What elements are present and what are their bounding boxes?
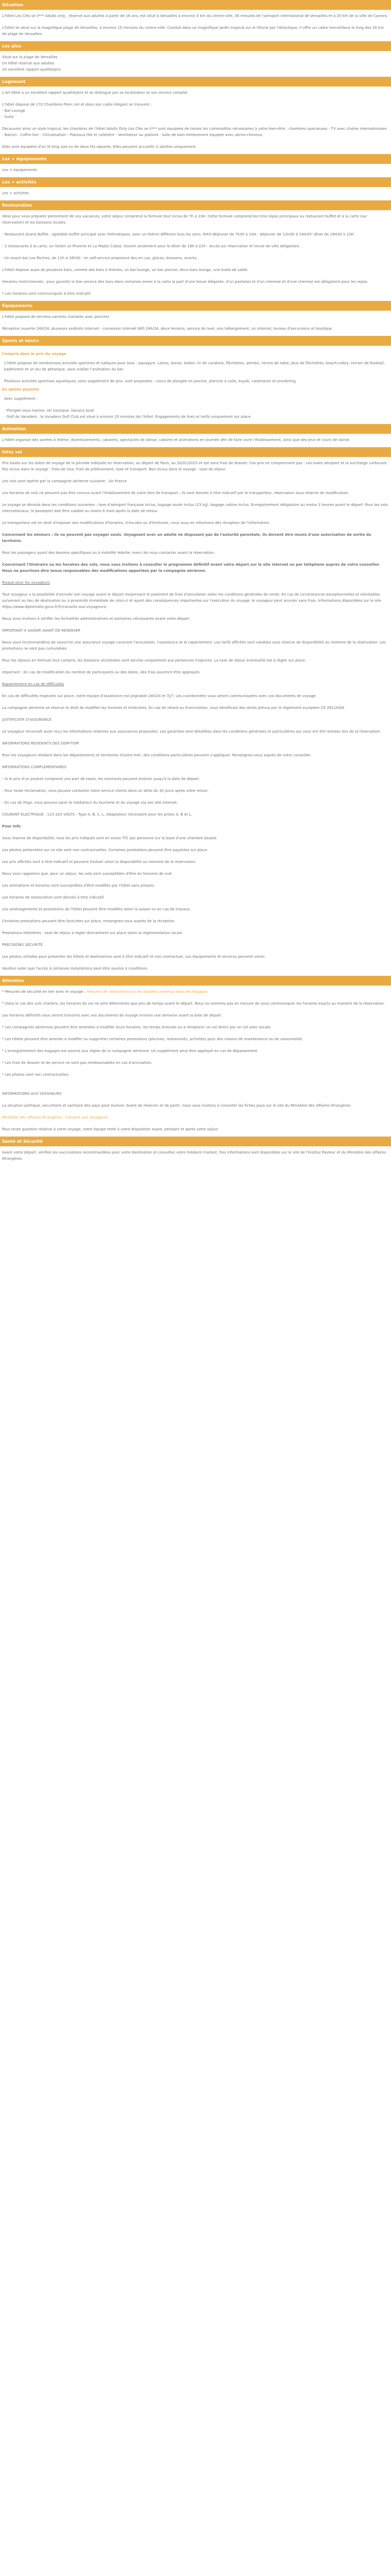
infos-paragraph: Concernant les mineurs : ils ne peuvent pas voyager seuls. Voyageant avec un adulte ne disposant pas de l'autorité parentale, ils doivent être munis d'une autorisation de sortie du territoire. (2, 533, 371, 543)
section-infos-vol (0, 447, 391, 976)
infos-paragraph: Veuillez noter que l'accès à certaines installations peut être soumis à conditions. (2, 967, 149, 971)
section-equipements-plus (0, 154, 391, 177)
infos-paragraph: Les photos utilisées pour présenter les hôtels et destinations sont à titre indicatif et non contractuel. Les équipements et services peuvent varier. (2, 955, 266, 959)
infos-paragraph: Le transporteur est en droit d'imposer des modifications d'horaires, d'escales ou d'itinéraire, nous vous en informons dès réception de l'information. (2, 521, 271, 525)
equipements-paragraph: Réception ouverte 24h/24, plusieurs endroits Internet - connexion internet Wifi 24h/24, deux terrains, service de lavé, une hébergement, un internet, bureau d'excursions et boutique. (2, 327, 333, 331)
sports-option-item: - Golf de Varadero : le Varadero Golf Club est situé à environ 20 minutes de l'hôtel. Engagements de frais et tarifs uniquement sur place. (4, 415, 252, 419)
sante-paragraph: Avant votre départ, vérifiez les vaccinations recommandées pour votre destination et consultez votre médecin traitant. Des informations sont disponibles sur le site de l'Institut Pasteur et du Ministère des Affaires étrangères. (2, 1150, 386, 1161)
page (0, 0, 391, 1166)
restauration-paragraph: L'hôtel dispose aussi de plusieurs bars, comme des bars à thèmes, un bar-lounge, un bar piscine, deux bars lounge, une butte de sable. (2, 268, 249, 272)
attention-paragraph: La situation politique, sécuritaire et sanitaire des pays peut évoluer. Avant de réserver et de partir, nous vous invitons à consulter les fiches pays sur le site du Ministère des Affaires étrangères. (2, 1104, 352, 1108)
infos-subtitle: Risque pour les voyageurs (2, 581, 50, 585)
situation-paragraph: L'hôtel se situé sur la magnifique plage de Versailles, à environ 15 minutes du centre-ville. Conduit dans un magnifique jardin tropical sur le littoral par l'Atlantique, il offre un cadre merveilleux le long des 20 km de plage de Versailles. (2, 26, 384, 36)
infos-paragraph: Prix basés sur les dates de voyage de la période indiquée en réservation, au départ de Paris, au 20/01/2025 et est sans frais de dossier. Ces prix ne comprennent pas : Les taxes aéroport et la surcharge carburant. Pas inclus dans le voyage : frais de visa, frais de prélèvement, taxe et transport. Non inclus dans le voyage : taxe de séjour. (2, 461, 388, 471)
attention-paragraph: Les horaires définitifs vous seront transmis avec vos documents de voyage environ une semaine avant la date de départ. (2, 1013, 222, 1018)
infos-paragraph: Les prix affichés sont à titre indicatif et peuvent évoluer selon la disponibilité au moment de la réservation. (2, 860, 197, 864)
foreign-affairs-link[interactable]: Ministère des Affaires étrangères - Conseils aux voyageurs (2, 1115, 108, 1120)
infos-paragraph: Certaines prestations peuvent être facturées sur place, renseignez-vous auprès de la réception. (2, 919, 175, 923)
infos-paragraph: Les photos présentées sur ce site sont non contractuelles. Certaines prestations peuvent être payantes sur place. (2, 848, 208, 852)
infos-subtitle: INFORMATIONS RÉSIDENTS DES DOM-TOM (2, 741, 79, 745)
equipement-item: Les + équipements (2, 168, 37, 172)
section-activites-plus (0, 177, 391, 200)
logement-item: - Suite (2, 115, 14, 119)
infos-paragraph: Nous vous recommandons de souscrire une assurance voyage couvrant l'annulation, l'assistance et le rapatriement. Les tarifs affichés sont valables sous réserve de disponibilité au moment de la réservation. Les promotions ne sont pas cumulables. (2, 640, 386, 651)
infos-paragraph: - Si le prix d'un produit comprend une part de taxes, les montants peuvent évoluer jusqu'à la date de départ. (2, 777, 200, 781)
situation-paragraph: L'hôtel Les Clés se il*** Adults only , réservé aux adultes à partir de 16 ans, est situé à Versailles à environ 4 km du centre-ville, 45 minutes de l'aéroport international de Versailles et à 20 km de la ville de Cannes. (2, 14, 388, 18)
section-sports (0, 336, 391, 424)
infos-paragraph: Les vols sont opérés par la compagnie aérienne suivante : Air France (2, 479, 127, 483)
infos-paragraph: Nous vous invitons à vérifier les formalités administratives et sanitaires nécessaires avant votre départ. (2, 617, 190, 621)
section-situation (0, 0, 391, 41)
section-sante (0, 1137, 391, 1166)
highlight-item: Situé sur la plage de Versailles (2, 55, 58, 59)
section-title-activites-plus: Les + activités (0, 177, 391, 187)
infos-paragraph: Concernant l'itinéraire ou les horaires des vols, nous vous invitons à consulter le programme définitif avant votre départ sur le site internet ou par téléphone auprès de votre conseiller. Nous ne pourrions être tenus responsables des modifications apportées par la compagnie aérienne. (2, 563, 380, 573)
infos-subtitle: Pour info (2, 824, 21, 828)
liquids-restriction-link[interactable]: mesures de restrictions sur les liquides contenus dans les bagages (86, 990, 208, 994)
infos-paragraph: Les horaires de restauration sont donnés à titre indicatif. (2, 895, 105, 900)
section-equipements (0, 301, 391, 336)
section-title-equipements-plus: Les + équipements (0, 154, 391, 164)
attention-paragraph: * Dans le cas des vols charters, les horaires de vol ne sont déterminés que peu de temps avant le départ. Nous ne sommes pas en mesure de vous communiquer les horaires exacts au moment de la réservation. (2, 1002, 385, 1006)
infos-paragraph: Le voyageur reconnaît avoir reçu les informations relatives aux assurances proposées. Les garanties sont détaillées dans les conditions générales et particulières qui vous ont été remises lors de la réservation. (2, 730, 381, 734)
section-highlights (0, 41, 391, 77)
attention-paragraph: Pour toute question relative à votre voyage, notre équipe reste à votre disposition avant, pendant et après votre séjour. (2, 1127, 219, 1131)
section-title-equipements: Équipements (0, 301, 391, 311)
restauration-note: * Les horaires sont communiqués à titre indicatif. (2, 292, 92, 296)
infos-paragraph: Les animations et horaires sont susceptibles d'être modifiés par l'hôtel sans préavis. (2, 884, 155, 888)
logement-paragraph: Elles sont équipées d'un lit king size ou de deux lits séparés. Elles peuvent accueillir 2 adultes uniquement. (2, 145, 197, 149)
attention-paragraph: * Les frais de dossier et de service ne sont pas remboursables en cas d'annulation. (2, 1061, 153, 1065)
section-title-infos-vol: Infos vol (0, 447, 391, 457)
section-animation (0, 424, 391, 447)
sports-subtitle-option: En option payante (2, 387, 39, 392)
section-restauration (0, 200, 391, 301)
sports-paragraph: L'hôtel propose de nombreuses activités sportives et ludiques pour tous : aquagym, Latino, danse, ballon, tir de carabine, fléchettes, aérobic, tennis de table, jeux de fléchettes, beach-volley, terrain de football, badminton et un jeu de pétanque, sans oublier l'animation du bar. (4, 361, 385, 371)
section-title-sports: Sports et loisirs (0, 336, 391, 346)
infos-paragraph: Nous vous rappelons que, pour un séjour, les vols sont susceptibles d'être en horaires de nuit. (2, 872, 173, 876)
infos-paragraph: Pour les passagers ayant des besoins spécifiques ou à mobilité réduite, merci de nous contacter avant la réservation. (2, 551, 215, 555)
attention-subtitle: INFORMATIONS AUX VOYAGEURS (2, 1092, 62, 1096)
infos-paragraph: - Pour toute réclamation, vous pouvez contacter notre service clients dans un délai de 30 jours après votre retour. (2, 789, 209, 793)
section-title-highlights: Les plus (0, 41, 391, 51)
infos-paragraph: Les aménagements et prestations de l'hôtel peuvent être modifiés selon la saison ou en cas de travaux. (2, 907, 191, 911)
section-title-attention: Attention (0, 976, 391, 986)
infos-subtitle: PRÉCISIONS SÉCURITÉ (2, 943, 43, 947)
logement-item: - Bar-Lounge (2, 109, 25, 113)
highlight-item: Un hôtel réservé aux adultes (2, 61, 55, 65)
logement-item: L'hôtel dispose de 170 Chambres Plein ciel et dans son cadre élégant se trouvent : (2, 103, 152, 107)
restauration-paragraph: Idéal pour vous préparer pleinement de vos vacances, votre séjour comprend la formule tout inclus de 7h à 23H. Cette formule comprend les trois repas principaux au restaurant buffet et à la carte (sur réservation) et les boissons locales. (2, 214, 367, 225)
attention-text: * Mesures de sécurité en lien avec le voyage : (2, 990, 86, 994)
section-title-situation: Situation (0, 0, 391, 10)
infos-paragraph: - En cas de litige, vous pouvez saisir le médiateur du tourisme et du voyage via son site internet. (2, 801, 178, 805)
infos-paragraph: Important : En cas de modification du nombre de participants ou des dates, des frais pourront être appliqués. (2, 670, 201, 674)
logement-paragraph: L'art hôtel a un excellent rapport qualité/prix et se distingue par sa localisation et son service complet. (2, 91, 189, 95)
infos-paragraph: En cas de difficultés majeures sur place, notre équipe d'assistance est joignable 24h/24 et 7j/7. Les coordonnées vous seront communiquées avec vos documents de voyage. (2, 694, 317, 698)
attention-paragraph: * L'enregistrement des bagages est soumis aux règles de la compagnie aérienne. Un supplément peut être appliqué en cas de dépassement. (2, 1049, 258, 1053)
section-attention (0, 976, 391, 1137)
section-title-animation: Animation (0, 424, 391, 434)
section-title-restauration: Restauration (0, 200, 391, 210)
infos-paragraph: La compagnie aérienne se réserve le droit de modifier les horaires et itinéraires. En cas de retard ou d'annulation, vous bénéficiez des droits prévus par le règlement européen CE 261/2004. (2, 706, 346, 710)
infos-subtitle: Rapatriement en cas de difficultés (2, 682, 64, 686)
infos-subtitle: INFORMATIONS COMPLÉMENTAIRES (2, 765, 67, 769)
sports-subtitle-included: Compris dans le prix du voyage (2, 352, 67, 356)
restauration-item: - Un snack-bar Les Roches, de 11h à 16h30 - en self-service proposant des en-cas, glaces, boissons, snacks. (2, 256, 198, 260)
sports-option-item: - Plongée sous-marine, ski nautique, banana boat (4, 409, 94, 413)
infos-paragraph: Pour les séjours en formule tout compris, les boissons alcoolisées sont servies uniquement aux personnes majeures. La taxe de séjour éventuelle est à régler sur place. (2, 658, 306, 663)
sports-paragraph: Plusieurs activités sportives aquatiques, sans supplément de prix, sont proposées : cours de plongée en piscine, planche à voile, kayak, catamaran et snorkeling. (4, 379, 297, 383)
sports-option-intro: Avec supplément : (4, 397, 38, 401)
attention-paragraph: * Les photos sont non contractuelles. (2, 1073, 70, 1077)
highlight-item: Un excellent rapport qualité/prix (2, 67, 61, 72)
infos-subtitle: JUSTIFICATIF D'ASSURANCE (2, 718, 52, 722)
attention-paragraph: * Les hôtels peuvent être amenés à modifier ou supprimer certaines prestations (piscines, restaurants, activités) pour des raisons de maintenance ou de saisonnalité. (2, 1037, 303, 1041)
infos-paragraph: Les horaires de vols ne peuvent pas être connus avant l'établissement de votre titre de transport ; ils sont donnés à titre indicatif par le transporteur, réservation sous réserve de modification. (2, 491, 349, 495)
infos-paragraph: Sous réserve de disponibilité, tous les prix indiqués sont en euros TTC par personne sur la base d'une chambre double. (2, 836, 218, 840)
infos-subtitle: COURANT ÉLECTRIQUE : 110-220 VOLTS - Type A, B, C, L. Adaptateur nécessaire pour les prises A, B et L. (2, 812, 192, 817)
logement-paragraph: Découvrez ainsi un style tropical, les chambres de l'hôtel Adults Only Les Clés se il*** sont équipées de toutes les commodités nécessaires à votre bien-être : chambres spacieuses - TV avec chaîne internationales - Balcon - Coffre-fort - Climatisation - Plateaux thé et cafetière - Ventilateur au plafond - Salle de bain entièrement équipée avec sèche-cheveux. (2, 127, 387, 137)
section-title-sante: Santé et Sécurité (0, 1137, 391, 1146)
section-logement (0, 77, 391, 154)
infos-paragraph: Prestations hôtelières : taxe de séjour à régler directement sur place selon la réglementation locale. (2, 931, 184, 935)
equipements-paragraph: L'hôtel propose de terrains variants (variants avec ponche). (2, 315, 110, 319)
infos-paragraph: Tout voyageur a la possibilité d'annuler son voyage avant le départ moyennant le paiement de frais d'annulation selon les conditions générales de vente. En cas de circonstances exceptionnelles et inévitables survenant au lieu de destination ou à proximité immédiate de celui-ci et ayant des conséquences importantes sur l'exécution du voyage, le voyageur peut annuler sans frais. Informations disponibles sur le site https://www.diplomatie.gouv.fr/fr/conseils-aux-voyageurs/ (2, 592, 382, 609)
infos-subtitle: IMPORTANT À SAVOIR AVANT DE RÉSERVER (2, 629, 80, 633)
section-title-logement: Logement (0, 77, 391, 87)
attention-paragraph (2, 989, 389, 995)
animation-paragraph: L'hôtel organise des soirées à thème, divertissements, cabarets, spectacles de danse, cabaret et animations en journée afin de faire vivre l'établissement, ainsi que des jeux et cours de danse. (2, 438, 351, 442)
infos-paragraph: Le voyage se déroule dans les conditions suivantes : taxe d'aéroport française inclus, bagage soute inclus (23 kg), bagage cabine inclus. Enregistrement obligatoire au moins 3 heures avant le départ. Pour les vols internationaux, le passeport doit être valable au moins 6 mois après la date de retour. (2, 503, 388, 513)
activite-item: Les + activités (2, 191, 29, 195)
attention-paragraph: * Les compagnies aériennes peuvent être amenées à modifier leurs horaires, les temps d'escale ou à remplacer un vol direct par un vol avec escale. (2, 1025, 272, 1029)
restauration-item: - Restaurant Jivana Buffet : agréable buffet principal avec thématiques, avec un théme différent tous les soirs. Petit-déjeuner de 7h30 à 10H - déjeuner de 12H30 à 14H30* dîner de 19H30 à 22H (2, 232, 354, 236)
infos-paragraph: Pour les voyageurs résidant dans les départements et territoires d'outre-mer, des conditions particulières peuvent s'appliquer. Renseignez-vous auprès de votre conseiller. (2, 753, 312, 757)
restauration-paragraph: Horaires restrictionnés : pour garantir le bon service des bars dans certaines zones à la carte la part d'une tenue élégante, d'un pantalon et d'un chemise et d'une chemise est obligatoire pour les repas. (2, 280, 368, 284)
restauration-item: - 2 restaurants à la carte, un italien Le Phoenix et La Mojito Cubas. Ouvert seulement pour le dîner de 19h à 22h - Accès sur réservation et tenue de ville obligatoire. (2, 244, 301, 248)
